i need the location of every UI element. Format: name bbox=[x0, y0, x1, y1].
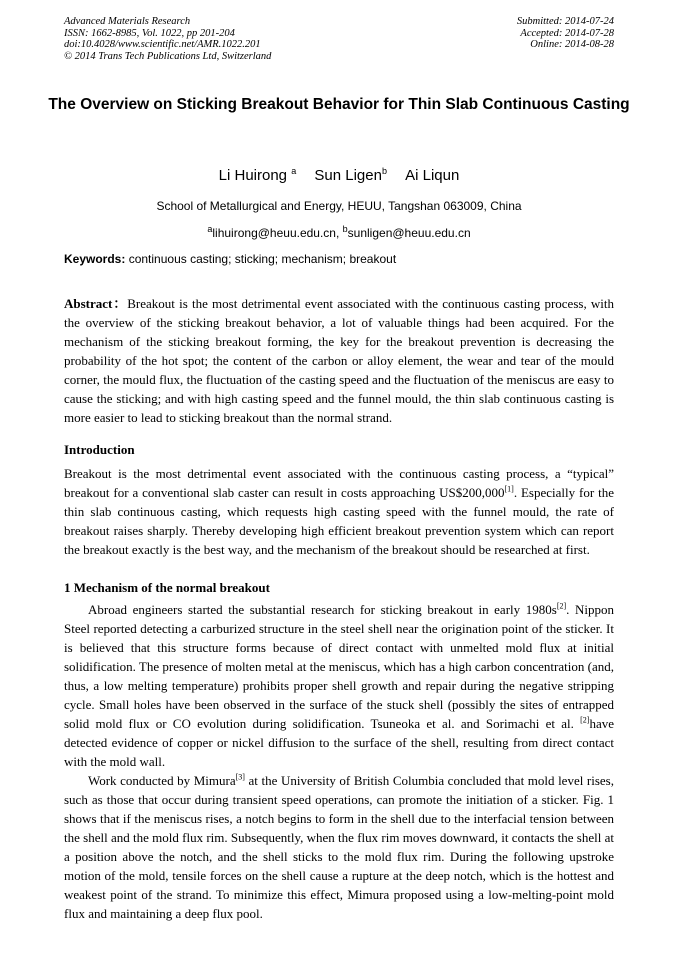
email-mark-a: a bbox=[207, 224, 213, 234]
abstract bbox=[64, 294, 614, 427]
author bbox=[314, 167, 387, 184]
online-date: Online: 2014-08-28 bbox=[530, 39, 614, 50]
email-b: sunligen@heuu.edu.cn bbox=[347, 226, 471, 240]
journal-name: Advanced Materials Research bbox=[64, 16, 191, 27]
paper-title: The Overview on Sticking Breakout Behavior for Thin Slab Continuous Casting bbox=[48, 96, 630, 113]
accepted-date: Accepted: 2014-07-28 bbox=[520, 27, 614, 39]
author-list bbox=[0, 167, 678, 184]
keywords bbox=[64, 252, 614, 266]
author bbox=[405, 167, 459, 184]
author-name: Sun Ligen bbox=[314, 167, 382, 184]
journal-info bbox=[64, 16, 271, 62]
submitted-date: Submitted: 2014-07-24 bbox=[516, 16, 614, 27]
introduction-body bbox=[64, 464, 614, 559]
author-affil-mark: a bbox=[291, 166, 297, 176]
submission-dates bbox=[517, 16, 614, 51]
section-1-heading: 1 Mechanism of the normal breakout bbox=[64, 580, 270, 595]
email-mark-b: b bbox=[342, 224, 348, 234]
citation: [2] bbox=[556, 601, 567, 611]
citation: [1] bbox=[504, 484, 514, 494]
journal-doi: doi:10.4028/www.scientific.net/AMR.1022.201 bbox=[64, 39, 261, 50]
keywords-label: Keywords: bbox=[64, 252, 126, 266]
abstract-label: Abstract： bbox=[64, 296, 128, 311]
introduction-heading: Introduction bbox=[64, 442, 135, 457]
paragraph: Breakout is the most detrimental event associated with the continuous casting process, a “typical” breakout for a conventional slab caster can result in costs approaching US$200,000[1]. Especially for the thin slab continuous casting, which requests high casting speed with the funnel mould, the rate of breakout raises sharply. Thereby developing high efficient breakout prevention system which can report the breakout exactly is the best way, and the mechanism of the breakout should be researched at first. bbox=[64, 466, 614, 557]
section-1-body bbox=[64, 600, 614, 923]
author-name: Li Huirong bbox=[218, 167, 288, 184]
citation: [2] bbox=[580, 715, 590, 725]
email-separator: , bbox=[335, 226, 343, 240]
journal-copyright: © 2014 Trans Tech Publications Ltd, Switzerland bbox=[64, 50, 272, 62]
keywords-text: continuous casting; sticking; mechanism; breakout bbox=[125, 252, 397, 266]
abstract-text: Breakout is the most detrimental event associated with the continuous casting process, with the overview of the sticking breakout behavior, a lot of valuable things had been acquired. For the mechanism of the sticking breakout forming, the key for the breakout prevention is decreasing the probability of the hot spot; the content of the carbon or alloy element, the wear and tear of the mould corner, the mould flux, the fluctuation of the casting speed and the fluctuation of the meniscus are easy to cause the sticking; and with high casting speed and the funnel mould, the thin slab continuous casting is more easier to lead to sticking breakout than the normal strand. bbox=[64, 296, 614, 425]
email-a: lihuirong@heuu.edu.cn bbox=[212, 226, 336, 240]
journal-issn: ISSN: 1662-8985, Vol. 1022, pp 201-204 bbox=[64, 27, 235, 39]
affiliation: School of Metallurgical and Energy, HEUU, Tangshan 063009, China bbox=[156, 199, 522, 213]
author-emails bbox=[0, 226, 678, 240]
citation: [3] bbox=[235, 772, 245, 782]
author bbox=[219, 167, 297, 184]
paragraph: Work conducted by Mimura[3] at the University of British Columbia concluded that mold level rises, such as those that occur during transient speed operations, can promote the initiation of a sticker. Fig. 1 shows that if the meniscus rises, a notch begins to form in the shell due to the interfacial tension between the shell and the mold flux rim. Subsequently, when the flux rim moves downward, it contacts the shell at a position above the notch, and the shell sticks to the mold flux rim. During the following upstroke motion of the mold, tensile forces on the shell cause a rupture at the deep notch, which is the hottest and weakest point of the strand. To minimize this effect, Mimura proposed using a low-melting-point mold flux and maintaining a deep flux pool. bbox=[64, 772, 614, 921]
paragraph: Abroad engineers started the substantial research for sticking breakout in early 1980s[2]. Nippon Steel reported detecting a carburized structure in the steel shell near the origination point of the sticker. It is believed that this structure forms because of direct contact with unmelted mold flux at initial solidification. The presence of molten metal at the meniscus, which has a high carbon concentration (and, thus, a low melting temperature) prohibits proper shell growth and repair during the negative stripping cycle. Small holes have been observed in the surface of the stuck shell (possibly the sites of entrapped solid mold flux or CO evolution during solidification. Tsuneoka et al. and Sorimachi et al. [2]have detected evidence of copper or nickel diffusion to the surface of the shell, resulting from direct contact with the mold wall. bbox=[64, 601, 614, 769]
author-name: Ai Liqun bbox=[405, 167, 460, 184]
author-affil-mark: b bbox=[381, 166, 387, 176]
